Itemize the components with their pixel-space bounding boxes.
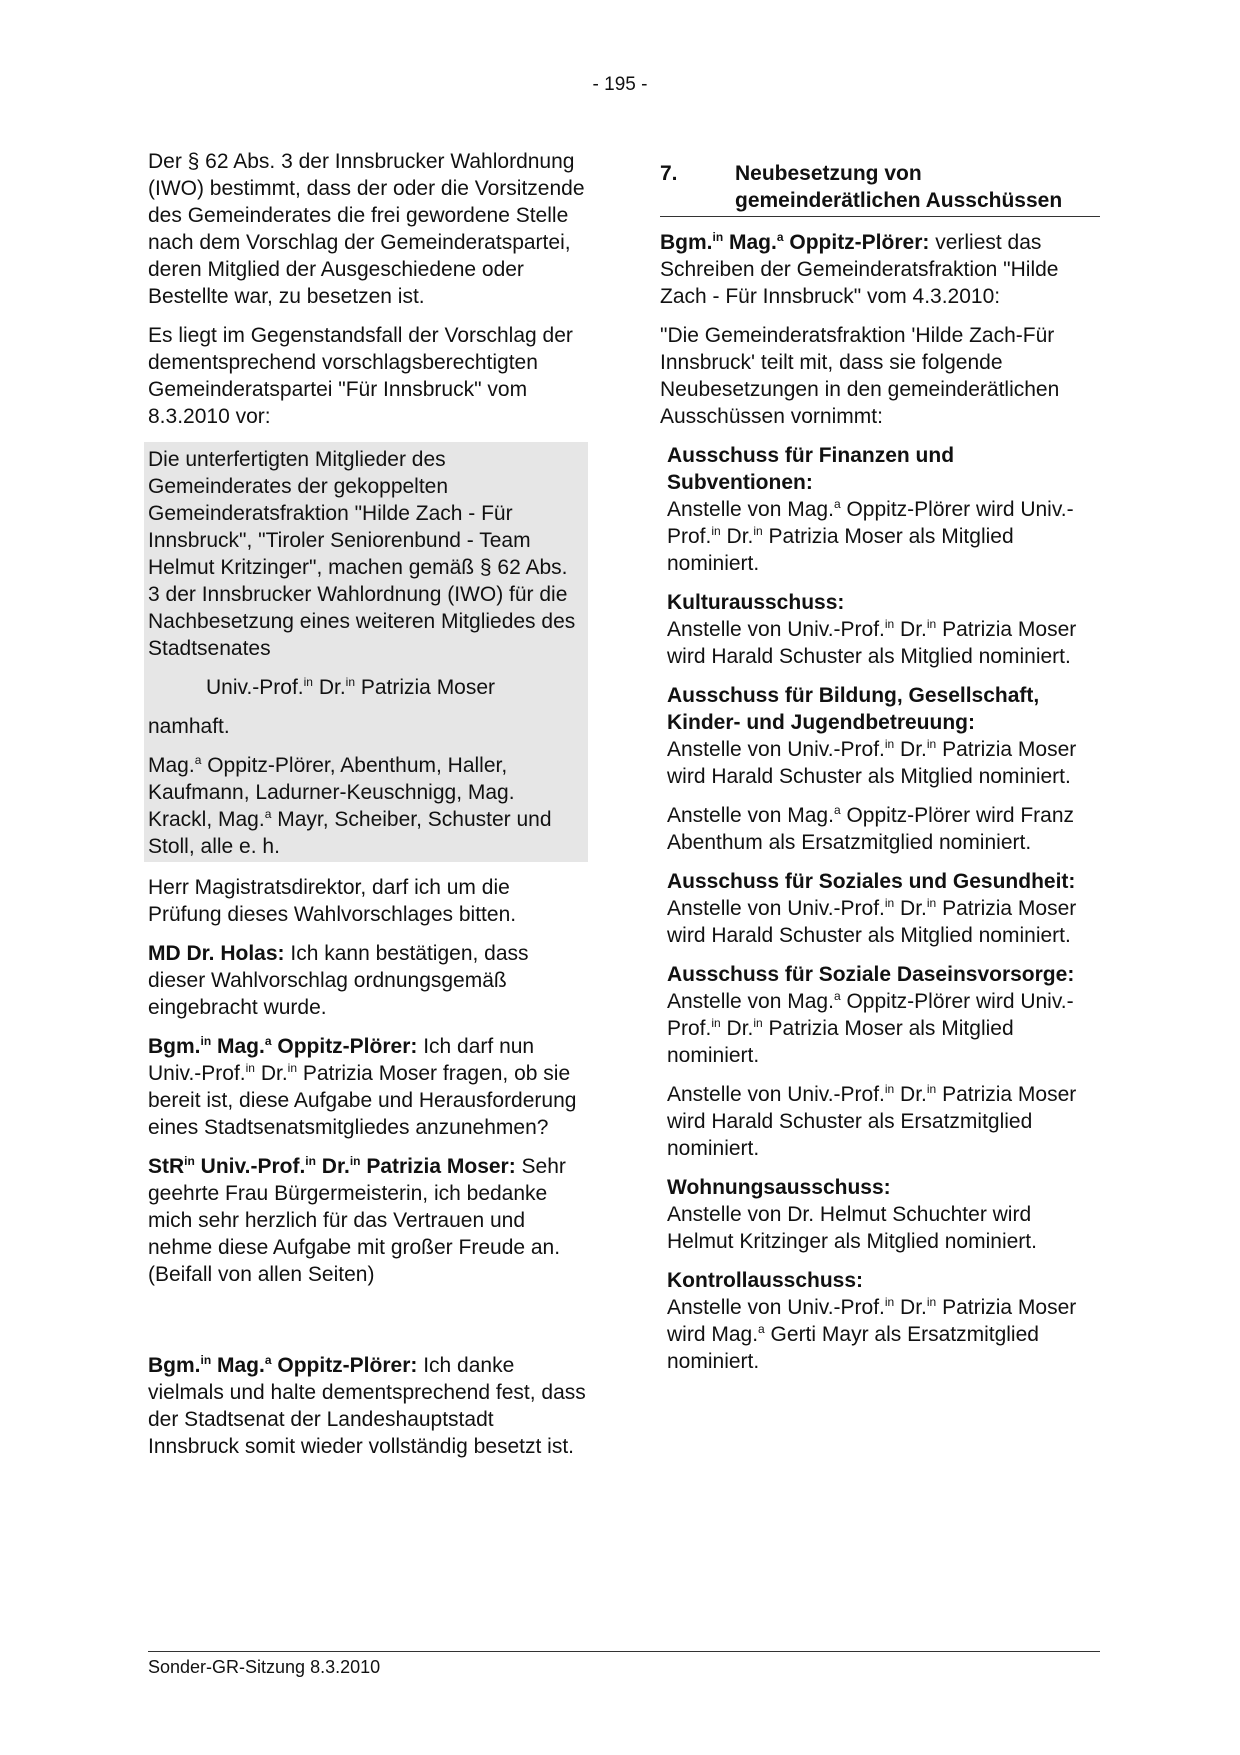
committee-education: Ausschuss für Bildung, Gesellschaft, Kinder- und Jugendbetreuung: Anstelle von Univ.-Prof.$^{in}$ Dr.$^{in}$ Patrizia Moser wird Harald Schuster als Mitglied nominiert.	[667, 684, 1077, 788]
committee-housing: Wohnungsausschuss: Anstelle von Dr. Helmut Schuchter wird Helmut Kritzinger als Mitglied nominiert.	[667, 1176, 1037, 1253]
committee-social-services-substitute: Anstelle von Univ.-Prof.$^{in}$ Dr.$^{in}$ Patrizia Moser wird Harald Schuster als Ersatzmitglied nominiert.	[667, 1082, 1077, 1160]
footer-divider	[148, 1651, 1100, 1652]
committee-social-health: Ausschuss für Soziales und Gesundheit: Anstelle von Univ.-Prof.$^{in}$ Dr.$^{in}$ Patrizia Moser wird Harald Schuster als Mitglied nominiert.	[667, 870, 1077, 947]
paragraph-holas: MD Dr. Holas: Ich kann bestätigen, dass dieser Wahlvorschlag ordnungsgemäß eingebracht wurde.	[148, 942, 529, 1019]
section-heading	[660, 160, 1100, 217]
quoted-proposal-box	[144, 442, 588, 862]
section-title: Neubesetzung von gemeinderätlichen Ausschüssen	[735, 162, 1063, 212]
committee-control: Kontrollausschuss: Anstelle von Univ.-Prof.$^{in}$ Dr.$^{in}$ Patrizia Moser wird Mag.$^a$ Gerti Mayr als Ersatzmitglied nominiert.	[667, 1269, 1077, 1373]
proposal-text: Die unterfertigten Mitglieder des Gemeinderates der gekoppelten Gemeinderatsfraktion "Hilde Zach - Für Innsbruck", "Tiroler Seniorenbund - Team Helmut Kritzinger", machen gemäß § 62 Abs. 3 der Innsbrucker Wahlordnung (IWO) für die Nachbesetzung eines weiteren Mitgliedes des Stadtsenates	[148, 448, 576, 660]
committee-list	[660, 442, 1100, 1375]
right-column	[660, 160, 1100, 1387]
namhaft-text: namhaft.	[148, 715, 230, 738]
paragraph-iwo: Der § 62 Abs. 3 der Innsbrucker Wahlordnung (IWO) bestimmt, dass der oder die Vorsitzende des Gemeinderates die frei gewordene Stelle nach dem Vorschlag der Gemeinderatspartei, deren Mitglied der Ausgeschiedene oder Bestellte war, zu besetzen ist.	[148, 150, 585, 308]
paragraph-intro: Bgm.$^{in}$ Mag.$^a$ Oppitz-Plörer: verliest das Schreiben der Gemeinderatsfraktion "Hilde Zach - Für Innsbruck" vom 4.3.2010:	[660, 230, 1059, 308]
section-number: 7.	[660, 162, 678, 185]
footer-text: Sonder-GR-Sitzung 8.3.2010	[148, 1657, 381, 1677]
left-column	[148, 148, 588, 1472]
paragraph-mayor-question: Bgm.$^{in}$ Mag.$^a$ Oppitz-Plörer: Ich darf nun Univ.-Prof.$^{in}$ Dr.$^{in}$ Patrizia Moser fragen, ob sie bereit ist, diese Aufgabe und Herausforderung eines Stadtsenatsmitgliedes anzunehmen?	[148, 1034, 577, 1139]
paragraph-request: Herr Magistratsdirektor, darf ich um die Prüfung dieses Wahlvorschlages bitten.	[148, 876, 517, 926]
paragraph-proposal: Es liegt im Gegenstandsfall der Vorschlag der dementsprechend vorschlagsberechtigten Gemeinderatspartei "Für Innsbruck" vom 8.3.2010 vor:	[148, 324, 573, 428]
committee-finance: Ausschuss für Finanzen und Subventionen: Anstelle von Mag.$^a$ Oppitz-Plörer wird Univ.-Prof.$^{in}$ Dr.$^{in}$ Patrizia Moser als Mitglied nominiert.	[667, 444, 1074, 575]
paragraph-quote: "Die Gemeinderatsfraktion 'Hilde Zach-Für Innsbruck' teilt mit, dass sie folgende Neubesetzungen in den gemeinderätlichen Ausschüssen vornimmt:	[660, 324, 1060, 428]
committee-education-substitute: Anstelle von Mag.$^a$ Oppitz-Plörer wird Franz Abenthum als Ersatzmitglied nominiert.	[667, 803, 1075, 854]
paragraph-mayor-conclusion: Bgm.$^{in}$ Mag.$^a$ Oppitz-Plörer: Ich danke vielmals und halte dementsprechend fest, dass der Stadtsenat der Landeshauptstadt Innsbruck somit wieder vollständig besetzt ist.	[148, 1353, 586, 1458]
committee-culture: Kulturausschuss: Anstelle von Univ.-Prof.$^{in}$ Dr.$^{in}$ Patrizia Moser wird Harald Schuster als Mitglied nominiert.	[667, 591, 1077, 668]
paragraph-moser-answer: StR$^{in}$ Univ.-Prof.$^{in}$ Dr.$^{in}$ Patrizia Moser: Sehr geehrte Frau Bürgermeisterin, ich bedanke mich sehr herzlich für das Vertrauen und nehme diese Aufgabe mit großer Freude an. (Beifall von allen Seiten)	[148, 1154, 566, 1286]
signatories: Mag.$^a$ Oppitz-Plörer, Abenthum, Haller, Kaufmann, Ladurner-Keuschnigg, Mag. Krackl, Mag.$^a$ Mayr, Scheiber, Schuster und Stoll, alle e. h.	[148, 753, 552, 858]
page-number: - 195 -	[592, 74, 648, 95]
committee-social-services: Ausschuss für Soziale Daseinsvorsorge: Anstelle von Mag.$^a$ Oppitz-Plörer wird Univ.-Prof.$^{in}$ Dr.$^{in}$ Patrizia Moser als Mitglied nominiert.	[667, 963, 1075, 1067]
nominee-name: Univ.-Prof.$^{in}$ Dr.$^{in}$ Patrizia Moser	[206, 675, 496, 699]
